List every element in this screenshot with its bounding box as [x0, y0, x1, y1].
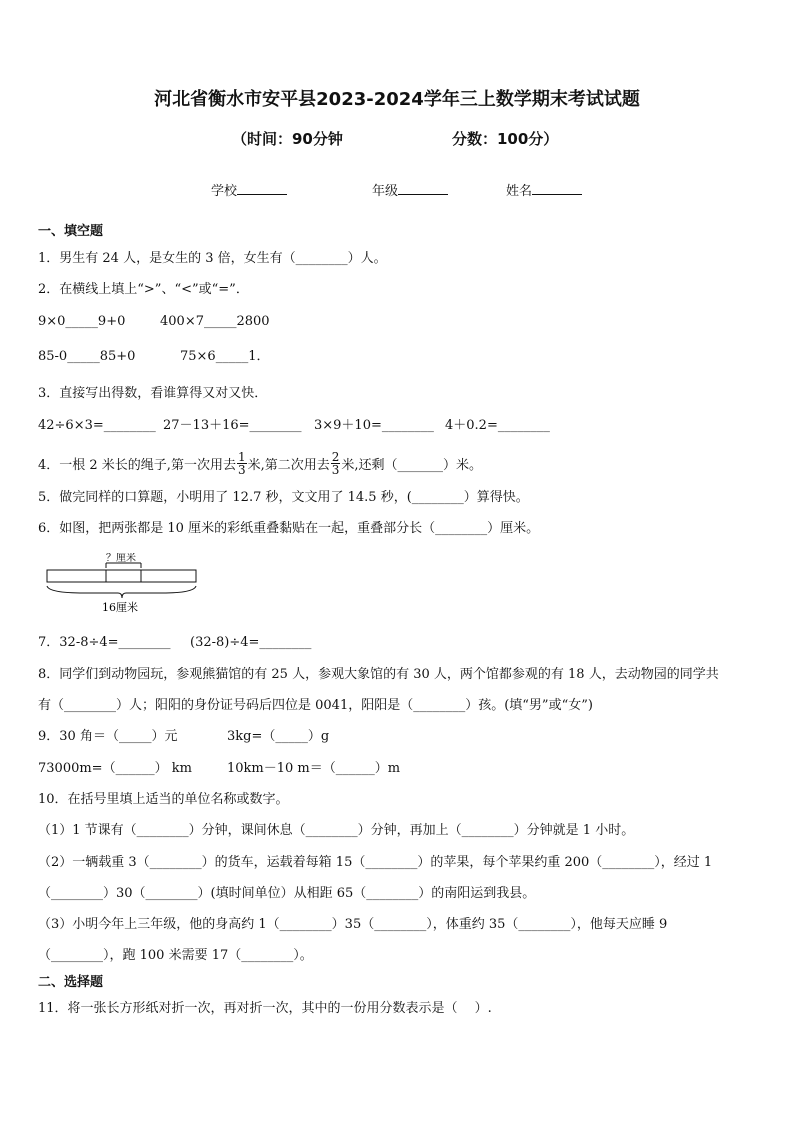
question-2-item-b: 400×7_____2800	[160, 314, 270, 329]
question-4	[38, 450, 483, 478]
question-5: 5．做完同样的口算题，小明用了 12.7 秒，文文用了 14.5 秒，(________）算得快。	[38, 490, 529, 505]
question-2-item-a: 9×0_____9+0	[38, 314, 126, 329]
question-9-item-a: 9．30 角＝（_____）元	[38, 729, 178, 744]
question-10-part-1: （1）1 节课有（________）分钟，课间休息（________）分钟，再加上（________）分钟就是 1 小时。	[38, 823, 635, 838]
overlap-length-label: ？厘米	[106, 553, 136, 564]
question-3: 3．直接写出得数，看谁算得又对又快．	[38, 386, 268, 401]
fraction-two-thirds	[331, 451, 341, 476]
total-length-bracket	[47, 586, 196, 598]
question-10-part-3-line-1: （3）小明今年上三年级，他的身高约 1（________）35（________），体重约 35（________），他每天应睡 9	[38, 917, 668, 932]
name-label: 姓名	[506, 184, 533, 199]
school-label: 学校	[211, 184, 238, 199]
school-field[interactable]	[211, 182, 287, 200]
fraction-denominator: 3	[237, 463, 246, 477]
paper-strip-right	[106, 570, 196, 582]
question-1: 1．男生有 24 人，是女生的 3 倍，女生有（________）人。	[38, 251, 387, 266]
section-heading-fill-blank: 一、填空题	[38, 224, 104, 239]
question-4-text-c: 米,还剩（_______）米。	[341, 458, 483, 473]
question-9-item-c: 73000m=（______） km	[38, 761, 192, 776]
question-3-item-c: 3×9＋10=________	[314, 418, 434, 433]
fraction-one-third	[237, 451, 247, 476]
question-10-part-2-line-2: （________）30（________）(填时间单位）从相距 65（________）的南阳运到我县。	[38, 886, 536, 901]
question-8-line-1: 8．同学们到动物园玩，参观熊猫馆的有 25 人，参观大象馆的有 30 人，两个馆都参观的有 18 人，去动物园的同学共	[38, 667, 719, 682]
total-length-label: 16厘米	[102, 601, 138, 614]
question-10-part-2-line-1: （2）一辆载重 3（________）的货车，运载着每箱 15（________）的苹果，每个苹果约重 200（________），经过 1	[38, 855, 713, 870]
total-score: 分数：100分）	[452, 130, 559, 148]
grade-field[interactable]	[372, 182, 448, 200]
fraction-denominator: 3	[331, 463, 340, 477]
exam-title: 河北省衡水市安平县2023-2024学年三上数学期末考试试题	[154, 89, 640, 110]
question-6: 6．如图，把两张都是 10 厘米的彩纸重叠黏贴在一起，重叠部分长（________）厘米。	[38, 521, 540, 536]
question-3-item-a: 42÷6×3=________	[38, 418, 156, 433]
time-limit: （时间：90分钟	[232, 130, 343, 148]
name-field[interactable]	[506, 182, 582, 200]
question-2-item-d: 75×6_____1．	[180, 349, 270, 364]
question-9-item-d: 10km－10 m＝（______）m	[227, 761, 401, 776]
question-11: 11．将一张长方形纸对折一次，再对折一次，其中的一份用分数表示是（ ）.	[38, 1001, 492, 1016]
question-8-line-2: 有（________）人；阳阳的身份证号码后四位是 0041，阳阳是（________）孩。(填“男”或“女”)	[38, 698, 593, 713]
fraction-numerator: 1	[237, 450, 246, 464]
fraction-numerator: 2	[331, 450, 340, 464]
question-9-item-b: 3kg=（_____）g	[227, 729, 330, 744]
question-4-text-b: 米,第二次用去	[247, 458, 330, 473]
overlap-strips-figure	[44, 553, 204, 617]
question-10: 10．在括号里填上适当的单位名称或数字。	[38, 792, 289, 807]
question-3-item-d: 4＋0.2=________	[445, 418, 550, 433]
question-2: 2．在横线上填上“>”、“<”或“=”．	[38, 282, 249, 297]
grade-blank[interactable]	[398, 182, 448, 195]
paper-strip-left	[47, 570, 141, 582]
school-blank[interactable]	[237, 182, 287, 195]
question-7-item-a: 7．32-8÷4=________	[38, 635, 171, 650]
question-7-item-b: (32-8)÷4=________	[190, 635, 312, 650]
question-2-item-c: 85-0_____85+0	[38, 349, 136, 364]
question-4-text-a: 4．一根 2 米长的绳子,第一次用去	[38, 458, 236, 473]
grade-label: 年级	[372, 184, 399, 199]
question-3-item-b: 27－13＋16=________	[163, 418, 302, 433]
question-10-part-3-line-2: （________），跑 100 米需要 17（________）。	[38, 948, 313, 963]
name-blank[interactable]	[532, 182, 582, 195]
section-heading-multiple-choice: 二、选择题	[38, 975, 104, 990]
